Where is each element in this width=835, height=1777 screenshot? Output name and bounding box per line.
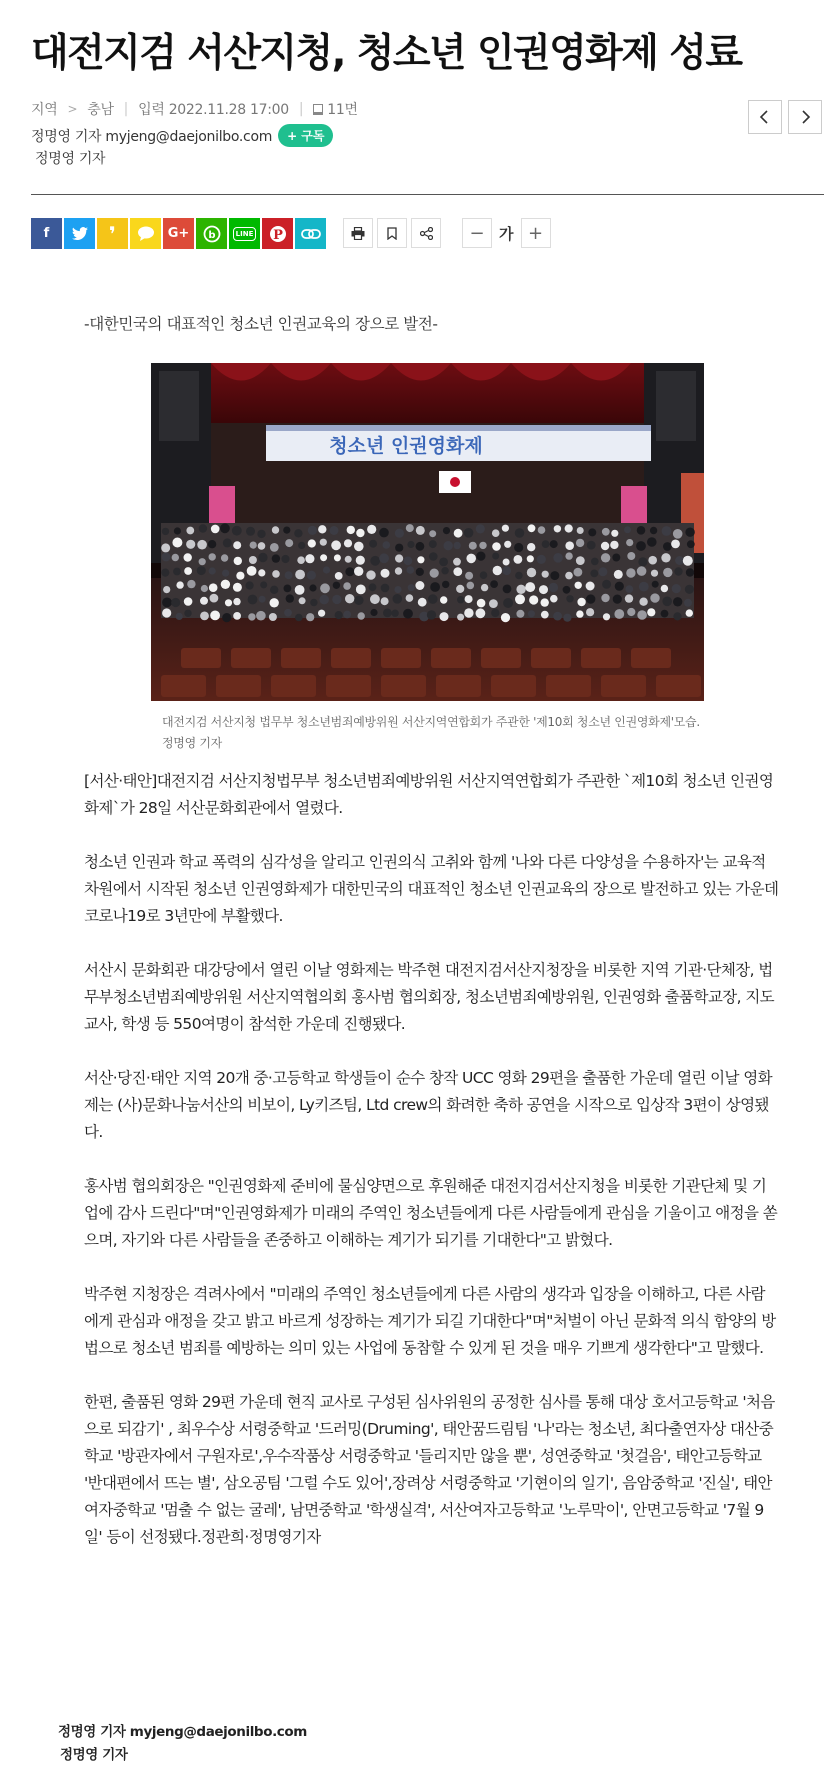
share-icon <box>420 227 433 240</box>
page-number: 11면 <box>327 102 358 118</box>
article-body <box>84 768 779 1578</box>
font-size-control <box>462 218 551 248</box>
minus-icon: − <box>469 222 485 244</box>
header-divider <box>31 194 824 195</box>
bookmark-button[interactable] <box>377 218 407 248</box>
print-button[interactable] <box>343 218 373 248</box>
meta-divider: | <box>298 101 304 117</box>
link-share-button[interactable] <box>295 218 326 249</box>
font-size-label: 가 <box>499 224 514 243</box>
prev-article-button[interactable] <box>748 100 782 134</box>
print-icon <box>351 227 365 240</box>
svg-text:P: P <box>272 227 283 243</box>
byline <box>31 124 333 147</box>
bookmark-icon <box>387 227 397 240</box>
kakaotalk-icon <box>137 226 155 241</box>
photo-banner-text: 청소년 인권영화제 <box>329 435 483 457</box>
kakaostory-share-button[interactable] <box>97 218 128 249</box>
article-paragraph: [서산·태안]대전지검 서산지청법무부 청소년범죄예방위원 서산지역연합회가 주관한 `제10회 청소년 인권영화제`가 28일 서산문화회관에서 열렸다. <box>84 772 774 817</box>
article-paragraph: 박주현 지청장은 격려사에서 "미래의 주역인 청소년들에게 다른 사람의 생각과 입장을 이해하고, 다른 사람에게 관심과 애정을 갖고 밝고 바르게 성장하는 계기가 되길 기대한다"며"처벌이 아닌 문화적 의식 함양의 방법으로 청소년 범죄를 예방하는 의미 있는 사업에 동참할 수 있게 된 것을 매우 기쁘게 생각한다"고 말했다. <box>84 1285 776 1357</box>
kakaostory-icon: ❜ <box>109 221 116 246</box>
article-paragraph: 서산시 문화회관 대강당에서 열린 이날 영화제는 박주현 대전지검서산지청장을 비롯한 지역 기관·단체장, 법무부청소년범죄예방위원 서산지역협의회 홍사범 협의회장, 청소년범죄예방위원, 인권영화 출품학교장, 지도교사, 학생 등 550여명이 참석한 가운데 진행됐다. <box>84 961 775 1033</box>
googleplus-share-button[interactable] <box>163 218 194 249</box>
line-share-button[interactable] <box>229 218 260 249</box>
article-tools <box>343 218 441 248</box>
band-icon <box>203 225 221 243</box>
next-article-button[interactable] <box>788 100 822 134</box>
reporter-name: 정명영 기자 <box>35 151 106 167</box>
meta-divider: | <box>123 101 129 117</box>
chevron-right-icon <box>798 110 812 124</box>
reporter-email: 정명영 기자 myjeng@daejonilbo.com <box>31 128 273 145</box>
chevron-right-icon: > <box>67 102 78 116</box>
breadcrumb-subcategory[interactable]: 충남 <box>87 102 114 118</box>
band-share-button[interactable] <box>196 218 227 249</box>
twitter-share-button[interactable] <box>64 218 95 249</box>
pinterest-share-button[interactable] <box>262 218 293 249</box>
font-increase-button[interactable] <box>521 218 551 248</box>
article-paragraph: 홍사범 협의회장은 "인권영화제 준비에 물심양면으로 후원해준 대전지검서산지청을 비롯한 기관단체 및 기업에 감사 드린다"며"인권영화제가 미래의 주역인 청소년들에게 다른 사람들에게 관심을 기울이고 애정을 쏟으며, 자기와 다른 사람들을 존중하고 이해하는 계기가 되기를 기대한다"고 밝혔다. <box>84 1177 778 1249</box>
line-icon: LINE <box>233 227 257 241</box>
breadcrumb-category[interactable]: 지역 <box>31 102 58 118</box>
link-icon <box>301 228 321 240</box>
share-bar <box>31 218 326 249</box>
svg-text:b: b <box>207 229 216 241</box>
facebook-icon: f <box>43 226 50 241</box>
photo-caption: 대전지검 서산지청 법무부 청소년범죄예방위원 서산지역연합회가 주관한 '제10회 청소년 인권영화제'모습.정명영 기자 <box>162 715 700 750</box>
googleplus-icon: G+ <box>167 226 190 241</box>
facebook-share-button[interactable] <box>31 218 62 249</box>
kakaotalk-share-button[interactable] <box>130 218 161 249</box>
footer-reporter-name: 정명영 기자 <box>60 1747 128 1763</box>
article-paragraph: 청소년 인권과 학교 폭력의 심각성을 알리고 인권의식 고취와 함께 '나와 다른 다양성을 수용하자'는 교육적 차원에서 시작된 청소년 인권영화제가 대한민국의 대표적인 청소년 인권교육의 장으로 발전하고 있는 가운데 코로나19로 3년만에 부활했다. <box>84 853 779 925</box>
subscribe-button[interactable]: + 구독 <box>278 124 333 147</box>
article-meta <box>31 99 358 119</box>
page-icon <box>313 104 323 115</box>
footer-reporter-email: 정명영 기자 myjeng@daejonilbo.com <box>58 1724 307 1740</box>
plus-icon: + <box>527 222 544 244</box>
published-date: 입력 2022.11.28 17:00 <box>138 102 289 118</box>
article-photo[interactable] <box>151 363 704 701</box>
article-paragraph: 서산·당진·태안 지역 20개 중·고등학교 학생들이 순수 창작 UCC 영화 29편을 출품한 가운데 열린 이날 영화제는 (사)문화나눔서산의 비보이, Ly키즈팀, Ltd crew의 화려한 축하 공연을 시작으로 입상작 3편이 상영됐다. <box>84 1069 772 1141</box>
font-decrease-button[interactable] <box>462 218 492 248</box>
pinterest-icon <box>269 225 287 243</box>
chevron-left-icon <box>758 110 772 124</box>
article-title: 대전지검 서산지청, 청소년 인권영화제 성료 <box>31 31 742 76</box>
twitter-icon <box>72 227 88 241</box>
share-button[interactable] <box>411 218 441 248</box>
event-photo-image <box>151 363 704 701</box>
article-paragraph: 한편, 출품된 영화 29편 가운데 현직 교사로 구성된 심사위원의 공정한 심사를 통해 대상 호서고등학교 '처음으로 되감기' , 최우수상 서령중학교 '드러밍(Druming', 태안꿈드림팀 '나'라는 청소년, 최다출연자상 대산중학교 '방관자에서 구원자로',우수작품상 서령중학교 '들리지만 않을 뿐', 성연중학교 '첫걸음', 태안고등학교 '반대편에서 뜨는 별', 삼오공팀 '그럴 수도 있어',장려상 서령중학교 '기현이의 일기', 음암중학교 '진실', 태안여자중학교 '멈출 수 없는 굴레', 남면중학교 '학생실격', 서산여자고등학교 '노루막이', 안면고등학교 '7월 9일' 등이 선정됐다.정관희·정명영기자 <box>84 1393 775 1546</box>
article-subheading: -대한민국의 대표적인 청소년 인권교육의 장으로 발전- <box>84 315 438 333</box>
